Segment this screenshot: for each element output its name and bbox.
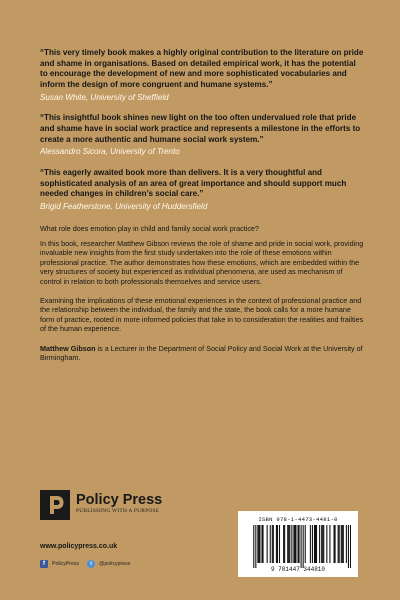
barcode-bar	[303, 525, 304, 568]
barcode-bar	[343, 525, 344, 563]
endorsement-source: Alessandro Sicora, University of Trento	[40, 147, 180, 157]
barcode-bar	[322, 525, 323, 563]
description-paragraph: In this book, researcher Matthew Gibson reviews the role of shame and pride in social work, providing invaluable new insights from the first study undertaken into the role of these emotions within professional practice. The author demonstrates how these emotions, which are embedded within the very structures of society but experienced as individual phenomena, are used as mechanism of control in relation to both professionals themselves and service users.	[40, 238, 364, 286]
endorsements	[40, 48, 364, 213]
barcode-bar	[257, 525, 258, 563]
social-links	[40, 558, 134, 570]
barcode-bar	[295, 525, 296, 563]
barcode-bar	[276, 525, 277, 563]
barcode-bar	[261, 525, 262, 563]
endorsement	[40, 113, 364, 158]
author-bio	[40, 344, 364, 363]
barcode-bar	[259, 525, 260, 563]
barcode-bar	[283, 525, 284, 563]
barcode-bar	[273, 525, 274, 563]
endorsement	[40, 48, 364, 103]
barcode-bar	[310, 525, 311, 563]
barcode-bar	[305, 525, 306, 563]
barcode-digits: 9 781447 344810	[270, 566, 325, 573]
twitter-label[interactable]: @policypress	[99, 561, 131, 567]
barcode-bar	[341, 525, 342, 563]
facebook-icon[interactable]: f	[40, 560, 48, 568]
barcode-bar	[346, 525, 347, 563]
barcode-bar	[314, 525, 315, 563]
book-description	[40, 224, 364, 363]
barcode-bar	[258, 525, 259, 563]
endorsement-quote: “This insightful book shines new light on the too often undervalued role that pride and shame have in social work practice and represents a milestone in the efforts to create a more authentic and humane social work system.”	[40, 113, 361, 144]
barcode-bar	[270, 525, 271, 563]
endorsement	[40, 168, 364, 213]
barcode-bar	[297, 525, 298, 563]
author-bio-text: is a Lecturer in the Department of Social Policy and Social Work at the University of Birmingham.	[40, 343, 363, 362]
barcode-bar	[272, 525, 273, 563]
endorsement-source: Susan White, University of Sheffield	[40, 92, 169, 102]
barcode-bar	[312, 525, 313, 563]
barcode-bar	[329, 525, 330, 563]
barcode-icon	[245, 525, 351, 568]
barcode-bar	[294, 525, 295, 563]
barcode-bar	[253, 525, 254, 568]
endorsement-quote: “This eagerly awaited book more than delivers. It is a very thoughtful and sophisticated analysis of an area of great importance and should support much needed changes in children’s social care.”	[40, 167, 347, 199]
barcode-bar	[315, 525, 316, 563]
barcode-bar	[289, 525, 290, 563]
barcode-bar	[319, 525, 320, 563]
back-cover-footer	[0, 486, 400, 600]
barcode-bar	[321, 525, 322, 563]
barcode-bar	[279, 525, 280, 563]
publisher-logo	[40, 490, 163, 520]
barcode-bar	[267, 525, 268, 563]
barcode-bar	[277, 525, 278, 563]
barcode-bar	[299, 525, 300, 563]
endorsement-source: Brigid Featherstone, University of Huddersfield	[40, 202, 208, 212]
description-paragraph: Examining the implications of these emotional experiences in the context of professional practice and the relationship between the individual, the family and the state, the book calls for a more humane form of practice, rooted in more informed policies that take in to consideration the realities and frailties of the human experience.	[40, 295, 364, 334]
barcode-bar	[262, 525, 263, 563]
description-question: What role does emotion play in child and family social work practice?	[40, 223, 259, 233]
barcode-bar	[255, 525, 256, 568]
barcode-bar	[334, 525, 335, 563]
endorsement-quote: “This very timely book makes a highly original contribution to the literature on pride and shame in organisations. Based on detailed empirical work, it has the potential to encourage the development of new and more sophisticated vocabularies and inform the design of more congruent and humane systems.”	[40, 48, 364, 90]
barcode-bar	[323, 525, 324, 563]
author-name: Matthew Gibson	[40, 343, 96, 353]
publisher-tagline: PUBLISHING WITH A PURPOSE	[76, 508, 160, 514]
barcode-bar	[293, 525, 294, 563]
policy-press-p-logo-icon	[40, 490, 70, 520]
barcode-bar	[288, 525, 289, 563]
barcode-bar	[335, 525, 336, 563]
barcode-bar	[301, 525, 302, 568]
publisher-name: Policy Press	[76, 492, 163, 508]
barcode-bar	[350, 525, 351, 568]
facebook-label[interactable]: PolicyPress	[52, 561, 80, 567]
twitter-icon[interactable]: t	[87, 560, 95, 568]
barcode-bar	[316, 525, 317, 563]
barcode-bar	[326, 525, 327, 563]
barcode-bar	[339, 525, 340, 563]
barcode-bar	[291, 525, 292, 563]
barcode-bar	[287, 525, 288, 563]
isbn-text: ISBN 978-1-4473-4481-0	[258, 516, 338, 523]
publisher-website[interactable]: www.policypress.co.uk	[40, 543, 118, 550]
barcode-bar	[348, 525, 349, 568]
barcode-bar	[342, 525, 343, 563]
barcode-panel	[238, 511, 358, 577]
barcode-bar	[338, 525, 339, 563]
barcode-bar	[284, 525, 285, 563]
